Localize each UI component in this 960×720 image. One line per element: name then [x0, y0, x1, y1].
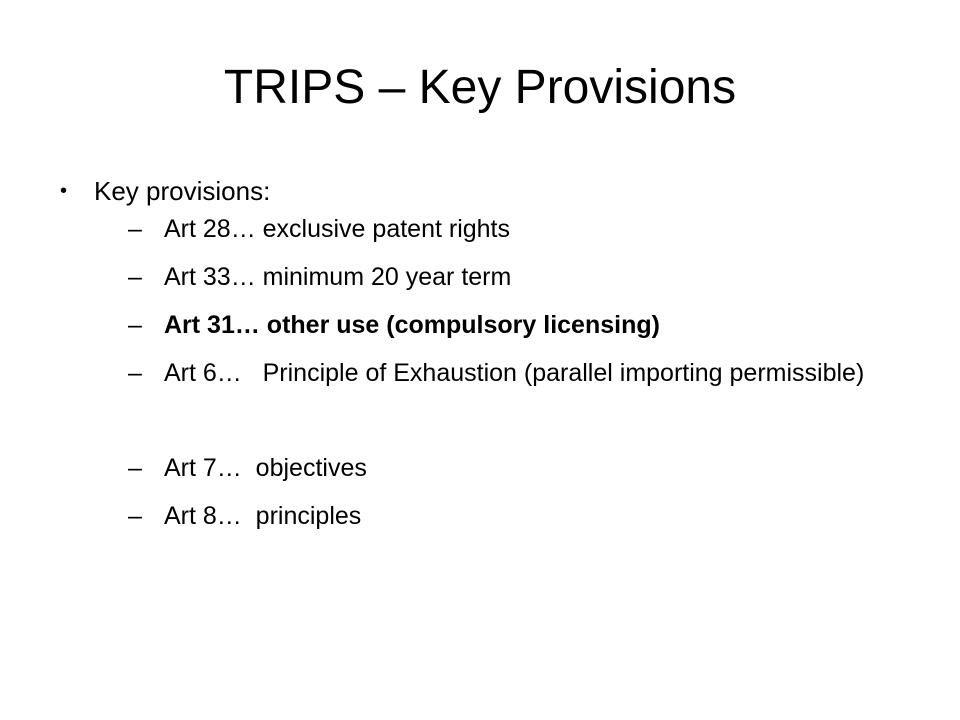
sub-bullet-art-28: [60, 214, 880, 245]
sub-bullet-text: Art 7… objectives: [164, 454, 367, 482]
bullet-marker: •: [60, 180, 68, 202]
dash-marker: –: [128, 311, 142, 339]
sub-bullet-art-7: [60, 453, 880, 484]
sub-bullet-list: [60, 214, 880, 532]
sub-bullet-text: Art 6… Principle of Exhaustion (parallel importing permissible): [164, 359, 865, 387]
slide-content: [60, 168, 880, 549]
sub-bullet-text: Art 33… minimum 20 year term: [164, 263, 512, 291]
dash-marker: –: [128, 263, 142, 291]
bullet-item: [60, 174, 880, 208]
bullet-text: Key provisions:: [94, 176, 271, 206]
dash-marker: –: [128, 215, 142, 243]
slide-title: TRIPS – Key Provisions: [223, 61, 737, 114]
sub-bullet-text: Art 28… exclusive patent rights: [164, 215, 510, 243]
sub-bullet-art-6: [60, 358, 880, 389]
dash-marker: –: [128, 454, 142, 482]
dash-marker: –: [128, 359, 142, 387]
sub-bullet-art-33: [60, 262, 880, 293]
sub-bullet-art-8: [60, 501, 880, 532]
sub-bullet-text: Art 31… other use (compulsory licensing): [164, 311, 660, 339]
sub-bullet-text: Art 8… principles: [164, 502, 362, 530]
dash-marker: –: [128, 502, 142, 530]
sub-bullet-art-31: [60, 310, 880, 341]
